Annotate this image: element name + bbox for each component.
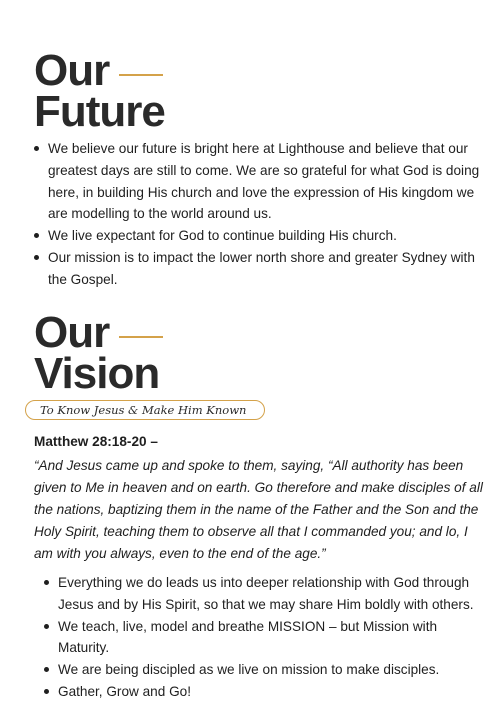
heading-word-our: Our (34, 46, 110, 95)
heading-line-our (34, 308, 163, 357)
list-item: We teach, live, model and breathe MISSION – but Mission with Maturity. (44, 616, 484, 660)
list-item: We believe our future is bright here at Lighthouse and believe that our greatest days are still to come. We are so grateful for what God is doing here, in building His church and love the expression of His kingdom we are modelling to the world around us. (34, 138, 484, 225)
vision-tagline: To Know Jesus & Make Him Known (25, 400, 265, 420)
list-item: Gather, Grow and Go! (44, 681, 484, 703)
scripture-quote: “And Jesus came up and spoke to them, saying, “All authority has been given to Me in heaven and on earth. Go therefore and make disciples of all the nations, baptizing them in the name of the Father and the Son and the Holy Spirit, teaching them to observe all that I commanded you; and lo, I am with you always, even to the end of the age.” (34, 458, 483, 561)
list-item: Our mission is to impact the lower north shore and greater Sydney with the Gospel. (34, 247, 484, 291)
our-vision-heading (34, 308, 163, 398)
accent-dash (119, 336, 163, 338)
heading-line-vision: Vision (34, 349, 160, 398)
accent-dash (119, 74, 163, 76)
future-bullet-list (34, 138, 484, 291)
list-item: We are being discipled as we live on mission to make disciples. (44, 659, 484, 681)
scripture-reference: Matthew 28:18-20 – (34, 434, 158, 449)
vision-bullet-list (44, 572, 484, 703)
heading-line-our (34, 46, 165, 95)
heading-line-future: Future (34, 87, 165, 136)
heading-word-our: Our (34, 308, 110, 357)
list-item: Everything we do leads us into deeper relationship with God through Jesus and by His Spirit, so that we may share Him boldly with others. (44, 572, 484, 616)
list-item: We live expectant for God to continue building His church. (34, 225, 484, 247)
our-future-heading (34, 46, 165, 136)
